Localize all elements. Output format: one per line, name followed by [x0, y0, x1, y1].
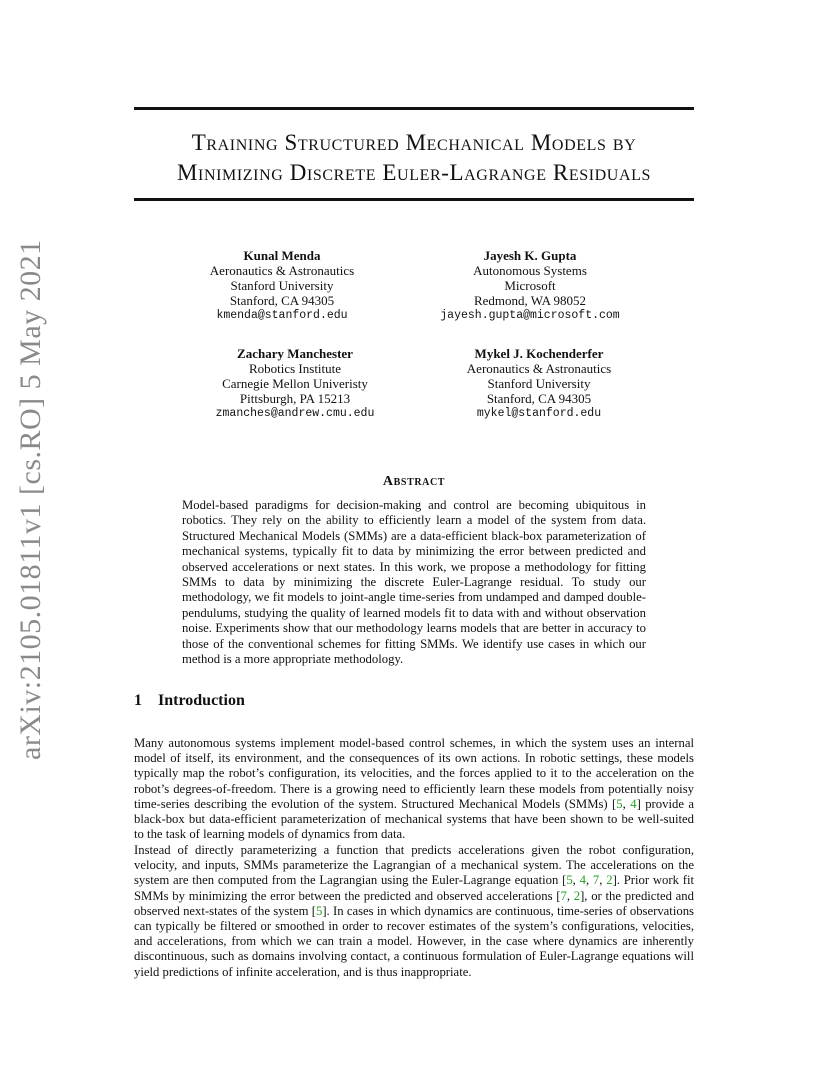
author-address: Redmond, WA 98052	[473, 293, 587, 308]
paragraph-text: ] provide a black-box but data-efficient parameterization of mechanical systems that have been shown to be well-suited to the task of learning models of dynamics from data.	[134, 796, 694, 842]
author-name: Zachary Manchester	[237, 346, 353, 361]
author-email: jayesh.gupta@microsoft.com	[440, 309, 620, 322]
author-dept: Robotics Institute	[248, 361, 342, 376]
section-title: Introduction	[158, 692, 245, 709]
section-number: 1	[134, 692, 142, 709]
paper-title	[134, 128, 694, 188]
arxiv-identifier: arXiv:2105.01811v1 [cs.RO] 5 May 2021	[14, 239, 47, 760]
author-email: zmanches@andrew.cmu.edu	[215, 407, 375, 420]
citation-link[interactable]: 5	[616, 796, 623, 811]
citation-link[interactable]: 2	[573, 888, 581, 903]
paragraph-text: ]. Prior work fit SMMs by minimizing the error between the predicted and observed accelerations [	[134, 873, 695, 903]
citation-link[interactable]: 4	[579, 873, 586, 888]
abstract-heading: Abstract	[382, 474, 446, 489]
paragraph-text: ]. In cases in which dynamics are continuous, time-series of observations can typically be filtered or smoothed in order to recover estimates of the system’s configurations, velocities, and accelerations, from which we can train a model. However, in the case where dynamics are inherently discontinuous, such as domains involving contact, a continuous formulation of Euler-Lagrange equations will yield predictions of infinite acceleration, and is thus inappropriate.	[134, 903, 694, 979]
abstract-text: Model-based paradigms for decision-making and control are becoming ubiquitous in robotics. They rely on the ability to efficiently learn a model of the system from data. Structured Mechanical Models (SMMs) are a data-efficient black-box parameterization of mechanical systems, typically fit to data by minimizing the error between predicted and observed accelerations or next states. In this work, we propose a methodology for fitting SMMs to data by minimizing the discrete Euler-Lagrange residual. To study our methodology, we fit models to joint-angle time-series from undamped and damped double-pendulums, studying the quality of learned models fit to data with and without observation noise. Experiments show that our methodology learns models that are better in accuracy to those of the conventional schemes for fitting SMMs. We identify use cases in which our method is a more appropriate methodology.	[182, 498, 646, 667]
title-rule-bottom	[134, 198, 694, 201]
citation-link[interactable]: 5	[315, 903, 323, 918]
author-org: Carnegie Mellon Univeristy	[222, 376, 368, 391]
author-dept: Autonomous Systems	[473, 263, 587, 278]
paragraph-text: ], or the predicted and observed next-states of the system [	[134, 888, 694, 918]
author-block	[172, 248, 392, 323]
intro-paragraph-1: Many autonomous systems implement model-based control schemes, in which the system uses an internal model of itself, its environment, and the consequences of its own actions. In robotic settings, these models typically map the robot’s configuration, its velocities, and the forces applied to it to the acceleration on the robot’s degrees-of-freedom. There is a growing need to efficiently learn these models from potentially noisy time-series describing the evolution of the system. Structured Mechanical Models (SMMs) [5, 4] provide a black-box but data-efficient parameterization of mechanical systems that have been shown to be well-suited to the task of learning models of dynamics from data.	[134, 736, 694, 842]
paragraph-text: Many autonomous systems implement model-based control schemes, in which the system uses an internal model of itself, its environment, and the consequences of its own actions. In robotic settings, these models typically map the robot’s configuration, its velocities, and the forces applied to it to the acceleration on the robot’s degrees-of-freedom. There is a growing need to efficiently learn these models from potentially noisy time-series describing the evolution of the system. Structured Mechanical Models (SMMs) [	[134, 736, 694, 811]
author-dept: Aeronautics & Astronautics	[466, 361, 612, 376]
author-address: Pittsburgh, PA 15213	[239, 391, 351, 406]
citation-link[interactable]: 5	[566, 873, 573, 888]
author-address: Stanford, CA 94305	[229, 293, 335, 308]
intro-paragraph-2: Instead of directly parameterizing a function that predicts accelerations given the robot configuration, velocity, and inputs, SMMs parameterize the Lagrangian of a mechanical system. The accelerations on the system are then computed from the Lagrangian using the Euler-Lagrange equation [5, 4, 7, 2]. Prior work fit SMMs by minimizing the error between the predicted and observed accelerations [7, 2], or the predicted and observed next-states of the system [5]. In cases in which dynamics are continuous, time-series of observations can typically be filtered or smoothed in order to recover estimates of the system’s configurations, velocities, and accelerations, from which we can train a model. However, in the case where dynamics are inherently discontinuous, such as domains involving contact, a continuous formulation of Euler-Lagrange equations will yield predictions of infinite acceleration, and is thus inappropriate.	[134, 843, 695, 979]
author-email: mykel@stanford.edu	[476, 407, 602, 420]
author-name: Kunal Menda	[243, 248, 321, 263]
author-name: Jayesh K. Gupta	[483, 248, 577, 263]
author-block	[420, 248, 640, 323]
author-org: Stanford University	[230, 278, 334, 293]
author-block	[429, 346, 649, 421]
title-line-2: Minimizing Discrete Euler-Lagrange Residuals	[176, 160, 651, 185]
citation-link[interactable]: 7	[592, 873, 600, 888]
title-line-1: Training Structured Mechanical Models by	[191, 130, 637, 155]
author-name: Mykel J. Kochenderfer	[474, 346, 604, 361]
author-org: Microsoft	[504, 278, 556, 293]
citation-link[interactable]: 4	[630, 796, 637, 811]
author-dept: Aeronautics & Astronautics	[209, 263, 355, 278]
author-block	[185, 346, 405, 421]
author-address: Stanford, CA 94305	[486, 391, 592, 406]
citation-link[interactable]: 2	[606, 873, 613, 888]
citation-link[interactable]: 7	[560, 888, 567, 903]
author-email: kmenda@stanford.edu	[216, 309, 348, 322]
section-heading	[134, 692, 245, 710]
paragraph-text: Instead of directly parameterizing a function that predicts accelerations given the robot configuration, velocity, and inputs, SMMs parameterize the Lagrangian of a mechanical system. The accelerations on the system are then computed from the Lagrangian using the Euler-Lagrange equation [	[134, 843, 694, 888]
title-rule-top	[134, 107, 694, 110]
author-org: Stanford University	[487, 376, 591, 391]
